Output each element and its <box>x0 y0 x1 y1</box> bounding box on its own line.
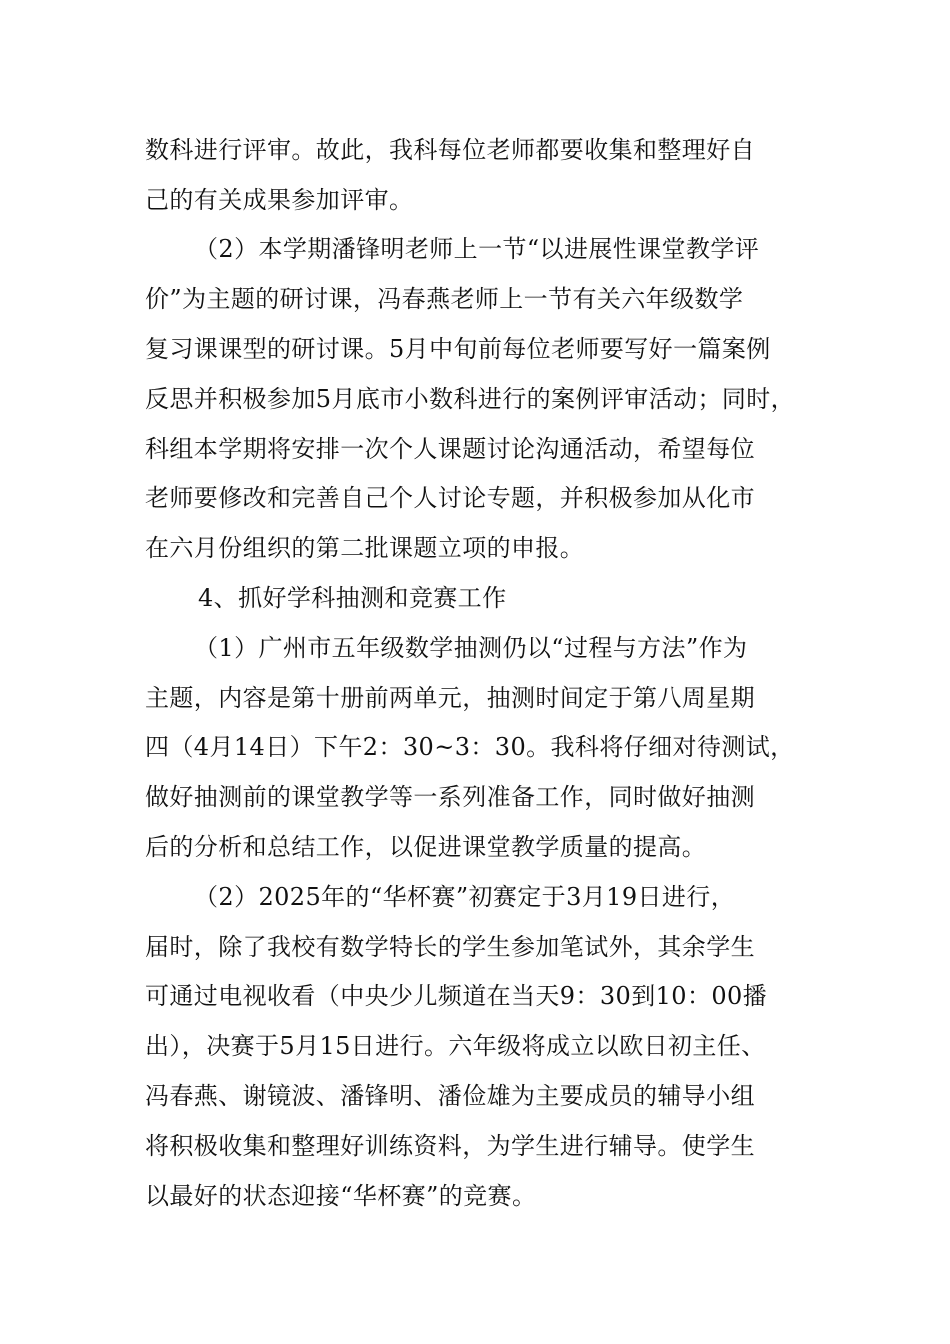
paragraph-line: 在六月份组织的第二批课题立项的申报。 <box>145 534 585 562</box>
paragraph-line: 科组本学期将安排一次个人课题讨论沟通活动，希望每位 <box>145 435 755 463</box>
paragraph-line: 可通过电视收看（中央少儿频道在当天9：30到10：00播 <box>145 982 768 1010</box>
paragraph-line: 后的分析和总结工作，以促进课堂教学质量的提高。 <box>145 833 707 861</box>
paragraph-line: 反思并积极参加5月底市小数科进行的案例评审活动；同时， <box>145 385 796 413</box>
paragraph-line: 届时，除了我校有数学特长的学生参加笔试外，其余学生 <box>145 933 755 961</box>
paragraph-line: （1）广州市五年级数学抽测仍以“过程与方法”作为 <box>194 634 748 662</box>
paragraph-line: 出），决赛于5月15日进行。六年级将成立以欧日初主任、 <box>145 1032 766 1060</box>
paragraph-line: 做好抽测前的课堂教学等一系列准备工作，同时做好抽测 <box>145 783 755 811</box>
paragraph-line: 以最好的状态迎接“华杯赛”的竞赛。 <box>145 1182 537 1210</box>
paragraph-line: 己的有关成果参加评审。 <box>145 186 414 214</box>
paragraph-line: 老师要修改和完善自己个人讨论专题，并积极参加从化市 <box>145 484 755 512</box>
paragraph-line: （2）本学期潘锋明老师上一节“以进展性课堂教学评 <box>194 235 760 263</box>
paragraph-line: 复习课课型的研讨课。5月中旬前每位老师要写好一篇案例 <box>145 335 771 363</box>
paragraph-line: 数科进行评审。故此，我科每位老师都要收集和整理好自 <box>145 136 755 164</box>
paragraph-line: （2）2025年的“华杯赛”初赛定于3月19日进行， <box>194 883 736 911</box>
paragraph-line: 四（4月14日）下午2：30~3：30。我科将仔细对待测试， <box>145 733 795 761</box>
paragraph-line: 将积极收集和整理好训练资料，为学生进行辅导。使学生 <box>145 1132 755 1160</box>
paragraph-line: 价”为主题的研讨课，冯春燕老师上一节有关六年级数学 <box>145 285 744 313</box>
paragraph-line: 主题，内容是第十册前两单元，抽测时间定于第八周星期 <box>145 684 755 712</box>
paragraph-line: 冯春燕、谢镜波、潘锋明、潘俭雄为主要成员的辅导小组 <box>145 1082 755 1110</box>
section-heading: 4、抓好学科抽测和竞赛工作 <box>198 584 507 612</box>
